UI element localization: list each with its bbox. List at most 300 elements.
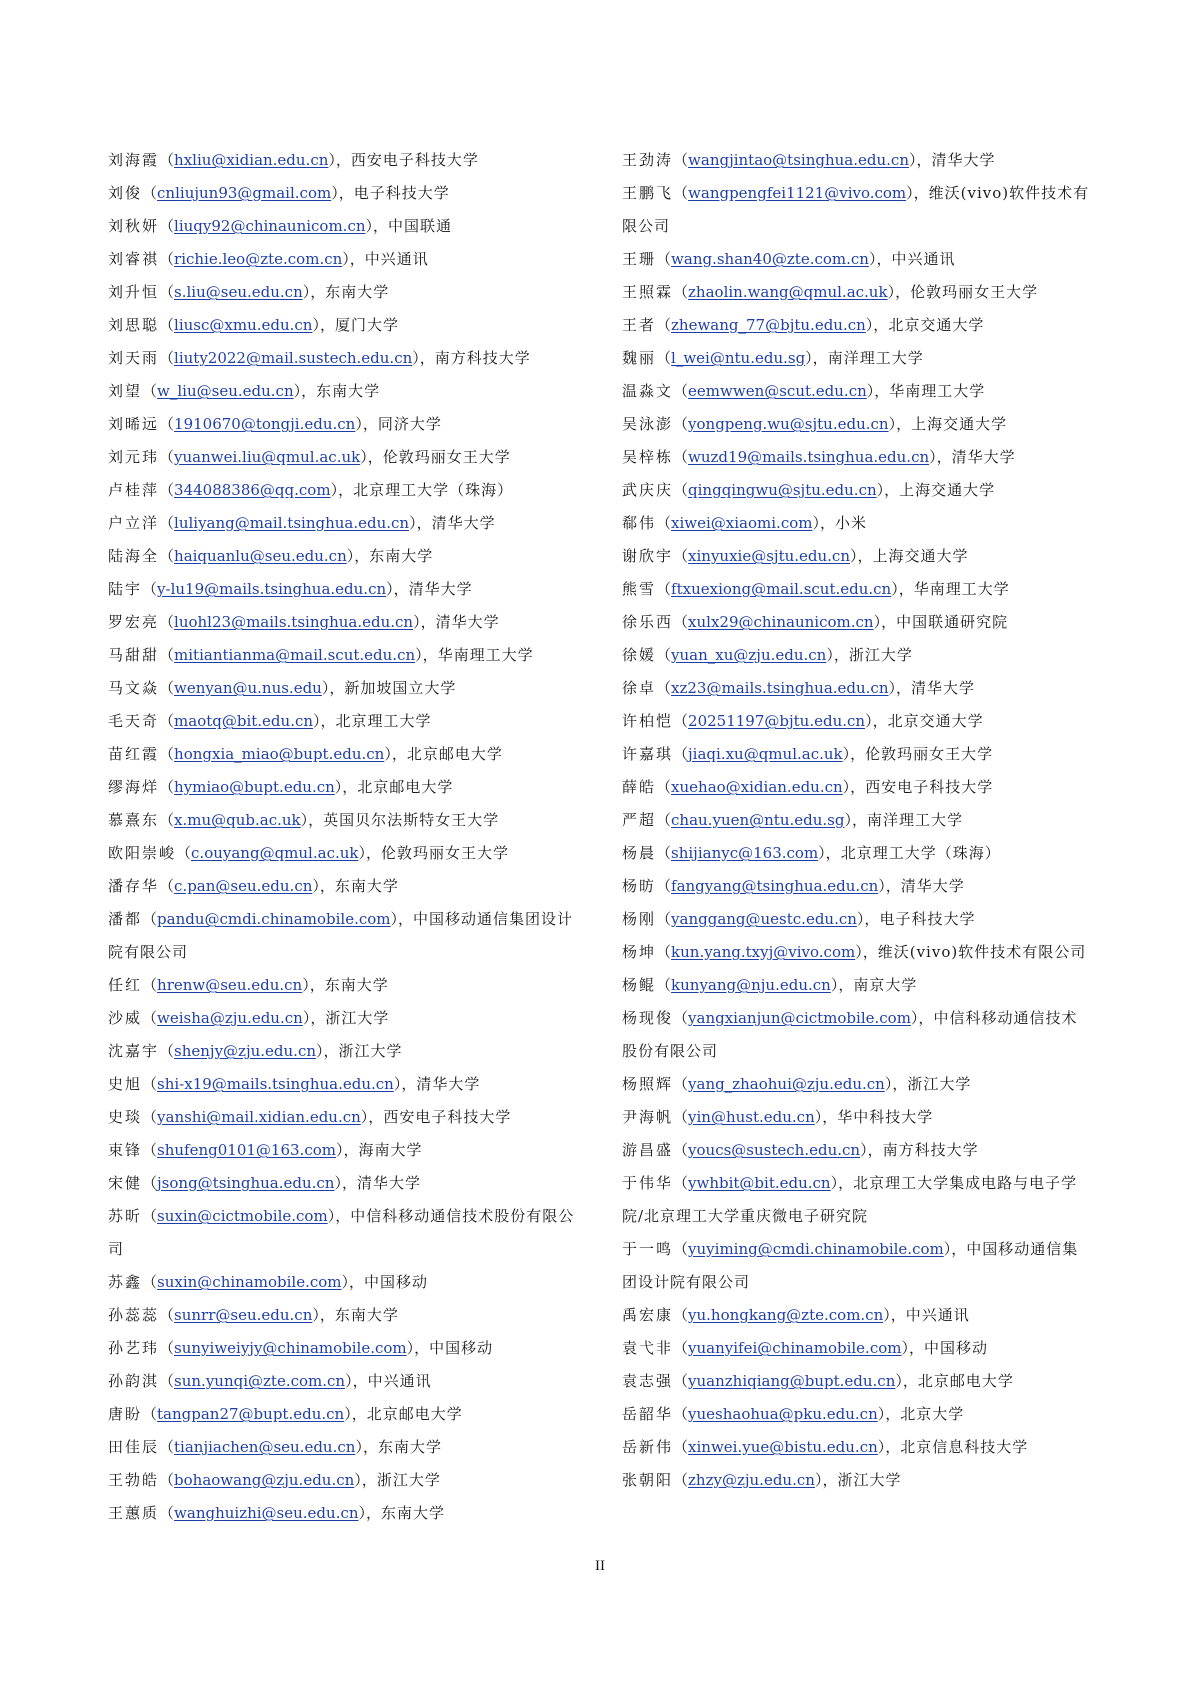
contributor-entry: 王珊（wang.shan40@zte.com.cn），中兴通讯: [622, 250, 956, 268]
contributor-affiliation: 中兴通讯: [905, 1306, 970, 1324]
contributor-entry: 杨鲲（kunyang@nju.edu.cn），南京大学: [622, 976, 918, 994]
contributor-email-link[interactable]: xuehao@xidian.edu.cn: [671, 778, 843, 796]
contributor-entry: 杨昉（fangyang@tsinghua.edu.cn），清华大学: [622, 877, 965, 895]
contributor-name: 袁志强: [622, 1372, 674, 1390]
contributor-entry: 卢桂萍（344088386@qq.com），北京理工大学（珠海）: [108, 481, 514, 499]
contributor-entry: 刘海霞（hxliu@xidian.edu.cn），西安电子科技大学: [108, 151, 479, 169]
contributor-email-link[interactable]: hymiao@bupt.edu.cn: [174, 778, 335, 796]
contributor-email-link[interactable]: wenyan@u.nus.edu: [174, 679, 322, 697]
contributor-entry: 孙艺玮（sunyiweiyjy@chinamobile.com），中国移动: [108, 1339, 494, 1357]
contributor-email-link[interactable]: suxin@chinamobile.com: [157, 1273, 342, 1291]
contributor-entry: 陆宇（y-lu19@mails.tsinghua.edu.cn），清华大学: [108, 580, 473, 598]
contributor-email-link[interactable]: shijianyc@163.com: [671, 844, 819, 862]
contributor-email-link[interactable]: l_wei@ntu.edu.sg: [671, 349, 806, 367]
contributor-entry: 袁弋非（yuanyifei@chinamobile.com），中国移动: [622, 1339, 989, 1357]
contributor-entry: 马甜甜（mitiantianma@mail.scut.edu.cn），华南理工大学: [108, 646, 534, 664]
contributor-name: 杨照辉: [622, 1075, 674, 1093]
contributor-affiliation: 西安电子科技大学: [350, 151, 479, 169]
contributor-name: 任红: [108, 976, 143, 994]
contributor-entry: 谢欣宇（xinyuxie@sjtu.edu.cn），上海交通大学: [622, 547, 969, 565]
contributor-affiliation: 清华大学: [911, 679, 976, 697]
contributor-affiliation: 清华大学: [435, 613, 500, 631]
contributor-entry: 袁志强（yuanzhiqiang@bupt.edu.cn），北京邮电大学: [622, 1372, 1014, 1390]
contributor-affiliation: 华南理工大学: [437, 646, 534, 664]
contributor-email-link[interactable]: tianjiachen@seu.edu.cn: [174, 1438, 356, 1456]
contributor-name: 王珊: [622, 250, 657, 268]
contributor-name: 于伟华: [622, 1174, 674, 1192]
contributor-entry: 许嘉琪（jiaqi.xu@qmul.ac.uk），伦敦玛丽女王大学: [622, 745, 994, 763]
contributor-name: 孙艺玮: [108, 1339, 160, 1357]
contributor-name: 王照霖: [622, 283, 674, 301]
contributor-entry: 唐盼（tangpan27@bupt.edu.cn），北京邮电大学: [108, 1405, 463, 1423]
contributor-entry: 武庆庆（qingqingwu@sjtu.edu.cn），上海交通大学: [622, 481, 996, 499]
contributor-email-link[interactable]: zhzy@zju.edu.cn: [688, 1471, 815, 1489]
contributor-entry: 苏鑫（suxin@chinamobile.com），中国移动: [108, 1273, 429, 1291]
contributor-affiliation: 浙江大学: [376, 1471, 441, 1489]
contributor-affiliation: 厦门大学: [334, 316, 399, 334]
contributor-name: 许嘉琪: [622, 745, 674, 763]
contributor-email-link[interactable]: pandu@cmdi.chinamobile.com: [157, 910, 391, 928]
contributor-name: 许柏恺: [622, 712, 674, 730]
contributor-entry: 王鹏飞（wangpengfei1121@vivo.com），维沃(vivo)软件技术有限公司: [622, 184, 1090, 235]
contributor-affiliation: 南京大学: [853, 976, 918, 994]
contributor-affiliation: 东南大学: [324, 976, 389, 994]
contributor-entry: 岳新伟（xinwei.yue@bistu.edu.cn），北京信息科技大学: [622, 1438, 1029, 1456]
contributor-entry: 束锋（shufeng0101@163.com），海南大学: [108, 1141, 423, 1159]
contributor-entry: 刘元玮（yuanwei.liu@qmul.ac.uk），伦敦玛丽女王大学: [108, 448, 511, 466]
contributor-affiliation: 中信科移动通信技术股份有限公司: [622, 1009, 1078, 1060]
contributor-affiliation: 中兴通讯: [367, 1372, 432, 1390]
contributor-affiliation: 东南大学: [381, 1504, 446, 1522]
contributor-email-link[interactable]: liuqy92@chinaunicom.cn: [174, 217, 366, 235]
contributor-email-link[interactable]: haiquanlu@seu.edu.cn: [174, 547, 347, 565]
contributor-name: 史旭: [108, 1075, 143, 1093]
contributor-affiliation: 维沃(vivo)软件技术有限公司: [877, 943, 1087, 961]
contributor-affiliation: 西安电子科技大学: [383, 1108, 512, 1126]
contributor-name: 魏丽: [622, 349, 657, 367]
contributor-name: 严超: [622, 811, 657, 829]
contributor-affiliation: 小米: [835, 514, 868, 532]
contributor-name: 苗红霞: [108, 745, 160, 763]
contributor-email-link[interactable]: chau.yuen@ntu.edu.sg: [671, 811, 845, 829]
contributor-email-link[interactable]: yuanyifei@chinamobile.com: [688, 1339, 902, 1357]
contributor-entry: 徐乐西（xulx29@chinaunicom.cn），中国联通研究院: [622, 613, 1009, 631]
contributor-name: 刘思聪: [108, 316, 160, 334]
contributor-entry: 马文焱（wenyan@u.nus.edu），新加坡国立大学: [108, 679, 457, 697]
contributor-email-link[interactable]: qingqingwu@sjtu.edu.cn: [688, 481, 877, 499]
contributor-name: 刘升恒: [108, 283, 160, 301]
contributor-email-link[interactable]: sun.yunqi@zte.com.cn: [174, 1372, 346, 1390]
contributor-affiliation: 浙江大学: [848, 646, 913, 664]
contributor-entry: 缪海烊（hymiao@bupt.edu.cn），北京邮电大学: [108, 778, 454, 796]
contributor-affiliation: 中国移动通信集团设计院有限公司: [622, 1240, 1079, 1291]
contributor-entry: 王勃皓（bohaowang@zju.edu.cn），浙江大学: [108, 1471, 441, 1489]
contributor-email-link[interactable]: yu.hongkang@zte.com.cn: [688, 1306, 884, 1324]
contributor-name: 武庆庆: [622, 481, 674, 499]
contributor-email-link[interactable]: wuzd19@mails.tsinghua.edu.cn: [688, 448, 930, 466]
contributor-affiliation: 东南大学: [369, 547, 434, 565]
contributor-email-link[interactable]: wangjintao@tsinghua.edu.cn: [688, 151, 909, 169]
contributor-name: 卢桂萍: [108, 481, 160, 499]
contributor-entry: 杨坤（kun.yang.txyj@vivo.com），维沃(vivo)软件技术有限公司: [622, 943, 1087, 961]
contributor-name: 吴泳澎: [622, 415, 674, 433]
contributor-entry: 尹海帆（yin@hust.edu.cn），华中科技大学: [622, 1108, 934, 1126]
contributor-email-link[interactable]: zhewang_77@bjtu.edu.cn: [671, 316, 866, 334]
contributor-name: 唐盼: [108, 1405, 143, 1423]
contributor-name: 田佳辰: [108, 1438, 160, 1456]
contributor-name: 王鹏飞: [622, 184, 674, 202]
contributor-entry: 史琰（yanshi@mail.xidian.edu.cn），西安电子科技大学: [108, 1108, 512, 1126]
contributor-email-link[interactable]: xinyuxie@sjtu.edu.cn: [688, 547, 850, 565]
contributor-name: 禹宏康: [622, 1306, 674, 1324]
contributor-email-link[interactable]: wang.shan40@zte.com.cn: [671, 250, 869, 268]
contributor-name: 于一鸣: [622, 1240, 674, 1258]
contributor-entry: 刘望（w_liu@seu.edu.cn），东南大学: [108, 382, 381, 400]
contributor-affiliation: 东南大学: [377, 1438, 442, 1456]
contributor-name: 苏昕: [108, 1207, 143, 1225]
contributor-affiliation: 英国贝尔法斯特女王大学: [323, 811, 500, 829]
contributor-name: 岳韶华: [622, 1405, 674, 1423]
contributor-email-link[interactable]: eemwwen@scut.edu.cn: [688, 382, 867, 400]
contributor-affiliation: 上海交通大学: [872, 547, 969, 565]
contributor-affiliation: 清华大学: [900, 877, 965, 895]
contributor-name: 杨昉: [622, 877, 657, 895]
contributor-name: 徐媛: [622, 646, 657, 664]
contributor-name: 罗宏亮: [108, 613, 160, 631]
contributor-name: 谢欣宇: [622, 547, 674, 565]
contributor-affiliation: 北京邮电大学: [366, 1405, 463, 1423]
contributor-affiliation: 北京理工大学集成电路与电子学院/北京理工大学重庆微电子研究院: [622, 1174, 1078, 1225]
contributor-entry: 毛天奇（maotq@bit.edu.cn），北京理工大学: [108, 712, 432, 730]
contributor-entry: 薛皓（xuehao@xidian.edu.cn），西安电子科技大学: [622, 778, 994, 796]
contributor-affiliation: 电子科技大学: [879, 910, 976, 928]
contributor-entry: 王蕙质（wanghuizhi@seu.edu.cn），东南大学: [108, 1504, 446, 1522]
contributor-email-link[interactable]: richie.leo@zte.com.cn: [174, 250, 343, 268]
contributor-email-link[interactable]: yuan_xu@zju.edu.cn: [671, 646, 827, 664]
contributor-entry: 杨晨（shijianyc@163.com），北京理工大学（珠海）: [622, 844, 1001, 862]
contributor-email-link[interactable]: hxliu@xidian.edu.cn: [174, 151, 329, 169]
contributor-entry: 于伟华（ywhbit@bit.edu.cn），北京理工大学集成电路与电子学院/北京理工大学重庆微电子研究院: [622, 1174, 1078, 1225]
contributor-email-link[interactable]: liuty2022@mail.sustech.edu.cn: [174, 349, 413, 367]
contributor-affiliation: 海南大学: [358, 1141, 423, 1159]
contributor-email-link[interactable]: yang_zhaohui@zju.edu.cn: [688, 1075, 885, 1093]
contributor-entry: 田佳辰（tianjiachen@seu.edu.cn），东南大学: [108, 1438, 442, 1456]
contributor-name: 张朝阳: [622, 1471, 674, 1489]
contributor-name: 游昌盛: [622, 1141, 674, 1159]
contributor-email-link[interactable]: zhaolin.wang@qmul.ac.uk: [688, 283, 888, 301]
contributor-entry: 苏昕（suxin@cictmobile.com），中信科移动通信技术股份有限公司: [108, 1207, 575, 1258]
contributor-affiliation: 伦敦玛丽女王大学: [865, 745, 994, 763]
contributor-email-link[interactable]: x.mu@qub.ac.uk: [174, 811, 301, 829]
contributor-entry: 刘晞远（1910670@tongji.edu.cn），同济大学: [108, 415, 442, 433]
contributor-email-link[interactable]: shufeng0101@163.com: [157, 1141, 336, 1159]
contributor-email-link[interactable]: hongxia_miao@bupt.edu.cn: [174, 745, 385, 763]
contributor-email-link[interactable]: xz23@mails.tsinghua.edu.cn: [671, 679, 889, 697]
contributor-affiliation: 中兴通讯: [891, 250, 956, 268]
contributor-name: 欧阳崇峻: [108, 844, 177, 862]
contributor-affiliation: 电子科技大学: [353, 184, 450, 202]
contributor-email-link[interactable]: jiaqi.xu@qmul.ac.uk: [688, 745, 843, 763]
contributor-email-link[interactable]: weisha@zju.edu.cn: [157, 1009, 303, 1027]
contributor-name: 刘望: [108, 382, 143, 400]
contributor-affiliation: 北京理工大学（珠海）: [353, 481, 514, 499]
contributor-affiliation: 浙江大学: [907, 1075, 972, 1093]
contributor-entry: 徐媛（yuan_xu@zju.edu.cn），浙江大学: [622, 646, 913, 664]
contributor-affiliation: 清华大学: [931, 151, 996, 169]
contributor-email-link[interactable]: yin@hust.edu.cn: [688, 1108, 815, 1126]
contributor-affiliation: 中国联通: [388, 217, 453, 235]
contributor-name: 宋健: [108, 1174, 143, 1192]
contributor-entry: 刘天雨（liuty2022@mail.sustech.edu.cn），南方科技大学: [108, 349, 531, 367]
contributor-affiliation: 伦敦玛丽女王大学: [382, 448, 511, 466]
contributor-affiliation: 清华大学: [431, 514, 496, 532]
contributor-entry: 王照霖（zhaolin.wang@qmul.ac.uk），伦敦玛丽女王大学: [622, 283, 1039, 301]
contributor-email-link[interactable]: sunyiweiyjy@chinamobile.com: [174, 1339, 407, 1357]
contributor-entry: 沈嘉宇（shenjy@zju.edu.cn），浙江大学: [108, 1042, 403, 1060]
contributor-name: 杨坤: [622, 943, 657, 961]
contributor-email-link[interactable]: hrenw@seu.edu.cn: [157, 976, 303, 994]
contributor-affiliation: 南洋理工大学: [827, 349, 924, 367]
contributor-affiliation: 北京邮电大学: [406, 745, 503, 763]
contributor-entry: 刘思聪（liusc@xmu.edu.cn），厦门大学: [108, 316, 399, 334]
contributor-name: 刘睿祺: [108, 250, 160, 268]
contributor-entry: 史旭（shi-x19@mails.tsinghua.edu.cn），清华大学: [108, 1075, 481, 1093]
contributor-name: 徐乐西: [622, 613, 674, 631]
contributor-entry: 孙蕊蕊（sunrr@seu.edu.cn），东南大学: [108, 1306, 399, 1324]
contributor-entry: 魏丽（l_wei@ntu.edu.sg），南洋理工大学: [622, 349, 924, 367]
contributor-affiliation: 中国联通研究院: [896, 613, 1009, 631]
contributor-affiliation: 浙江大学: [837, 1471, 902, 1489]
contributor-name: 杨鲲: [622, 976, 657, 994]
contributor-email-link[interactable]: ywhbit@bit.edu.cn: [688, 1174, 831, 1192]
contributor-name: 徐卓: [622, 679, 657, 697]
contributor-entry: 户立洋（luliyang@mail.tsinghua.edu.cn），清华大学: [108, 514, 496, 532]
contributor-name: 孙韵淇: [108, 1372, 160, 1390]
contributor-email-link[interactable]: wanghuizhi@seu.edu.cn: [174, 1504, 359, 1522]
contributor-affiliation: 北京理工大学: [335, 712, 432, 730]
contributor-affiliation: 中国移动: [364, 1273, 429, 1291]
contributor-name: 慕熹东: [108, 811, 160, 829]
contributor-email-link[interactable]: kun.yang.txyj@vivo.com: [671, 943, 856, 961]
contributor-affiliation: 清华大学: [951, 448, 1016, 466]
contributor-list-right: [622, 144, 1092, 1497]
contributor-affiliation: 上海交通大学: [911, 415, 1008, 433]
contributor-affiliation: 东南大学: [316, 382, 381, 400]
contributor-entry: 杨现俊（yangxianjun@cictmobile.com），中信科移动通信技术股份有限公司: [622, 1009, 1078, 1060]
contributor-name: 潘都: [108, 910, 143, 928]
contributor-entry: 杨照辉（yang_zhaohui@zju.edu.cn），浙江大学: [622, 1075, 972, 1093]
contributor-entry: 苗红霞（hongxia_miao@bupt.edu.cn），北京邮电大学: [108, 745, 503, 763]
contributor-entry: 熊雪（ftxuexiong@mail.scut.edu.cn），华南理工大学: [622, 580, 1010, 598]
contributor-affiliation: 上海交通大学: [899, 481, 996, 499]
contributor-name: 孙蕊蕊: [108, 1306, 160, 1324]
contributor-entry: 宋健（jsong@tsinghua.edu.cn），清华大学: [108, 1174, 421, 1192]
contributor-name: 王勃皓: [108, 1471, 160, 1489]
contributor-email-link[interactable]: tangpan27@bupt.edu.cn: [157, 1405, 345, 1423]
contributor-name: 刘秋妍: [108, 217, 160, 235]
contributor-affiliation: 东南大学: [334, 1306, 399, 1324]
contributor-name: 马文焱: [108, 679, 160, 697]
contributor-email-link[interactable]: xulx29@chinaunicom.cn: [688, 613, 874, 631]
contributor-email-link[interactable]: shi-x19@mails.tsinghua.edu.cn: [157, 1075, 394, 1093]
contributor-affiliation: 华南理工大学: [889, 382, 986, 400]
contributor-name: 温淼文: [622, 382, 674, 400]
contributor-email-link[interactable]: fangyang@tsinghua.edu.cn: [671, 877, 879, 895]
contributor-name: 束锋: [108, 1141, 143, 1159]
contributor-affiliation: 东南大学: [334, 877, 399, 895]
contributor-email-link[interactable]: yongpeng.wu@sjtu.edu.cn: [688, 415, 889, 433]
contributor-name: 王者: [622, 316, 657, 334]
contributor-entry: 禹宏康（yu.hongkang@zte.com.cn），中兴通讯: [622, 1306, 970, 1324]
contributor-entry: 郗伟（xiwei@xiaomi.com），小米: [622, 514, 868, 532]
contributor-entry: 严超（chau.yuen@ntu.edu.sg），南洋理工大学: [622, 811, 963, 829]
contributor-entry: 温淼文（eemwwen@scut.edu.cn），华南理工大学: [622, 382, 986, 400]
contributor-name: 吴梓栋: [622, 448, 674, 466]
contributor-entry: 刘俊（cnliujun93@gmail.com），电子科技大学: [108, 184, 450, 202]
contributor-affiliation: 中兴通讯: [364, 250, 429, 268]
contributor-email-link[interactable]: yuyiming@cmdi.chinamobile.com: [688, 1240, 944, 1258]
contributor-entry: 于一鸣（yuyiming@cmdi.chinamobile.com），中国移动通信集团设计院有限公司: [622, 1240, 1079, 1291]
contributor-name: 杨现俊: [622, 1009, 674, 1027]
contributor-email-link[interactable]: shenjy@zju.edu.cn: [174, 1042, 317, 1060]
contributor-entry: 孙韵淇（sun.yunqi@zte.com.cn），中兴通讯: [108, 1372, 432, 1390]
contributor-email-link[interactable]: yangxianjun@cictmobile.com: [688, 1009, 911, 1027]
contributor-affiliation: 伦敦玛丽女王大学: [381, 844, 510, 862]
contributor-name: 苏鑫: [108, 1273, 143, 1291]
contributor-affiliation: 中国移动: [924, 1339, 989, 1357]
contributor-affiliation: 北京理工大学（珠海）: [840, 844, 1001, 862]
contributor-name: 潘存华: [108, 877, 160, 895]
contributor-affiliation: 西安电子科技大学: [865, 778, 994, 796]
contributor-affiliation: 北京交通大学: [887, 712, 984, 730]
contributor-email-link[interactable]: sunrr@seu.edu.cn: [174, 1306, 313, 1324]
contributor-email-link[interactable]: c.pan@seu.edu.cn: [174, 877, 313, 895]
contributor-list-left: [108, 144, 578, 1530]
contributor-email-link[interactable]: yueshaohua@pku.edu.cn: [688, 1405, 878, 1423]
contributor-affiliation: 清华大学: [408, 580, 473, 598]
contributor-entry: 张朝阳（zhzy@zju.edu.cn），浙江大学: [622, 1471, 902, 1489]
contributor-entry: 欧阳崇峻（c.ouyang@qmul.ac.uk），伦敦玛丽女王大学: [108, 844, 510, 862]
contributor-affiliation: 南方科技大学: [882, 1141, 979, 1159]
contributor-email-link[interactable]: cnliujun93@gmail.com: [157, 184, 332, 202]
contributor-entry: 任红（hrenw@seu.edu.cn），东南大学: [108, 976, 389, 994]
contributor-email-link[interactable]: bohaowang@zju.edu.cn: [174, 1471, 355, 1489]
contributor-affiliation: 华中科技大学: [837, 1108, 934, 1126]
contributor-email-link[interactable]: luohl23@mails.tsinghua.edu.cn: [174, 613, 414, 631]
page-number: II: [595, 1558, 605, 1574]
contributor-name: 沈嘉宇: [108, 1042, 160, 1060]
contributor-affiliation: 浙江大学: [325, 1009, 390, 1027]
contributor-entry: 潘都（pandu@cmdi.chinamobile.com），中国移动通信集团设计院有限公司: [108, 910, 574, 961]
contributor-affiliation: 北京信息科技大学: [900, 1438, 1029, 1456]
contributor-email-link[interactable]: 344088386@qq.com: [174, 481, 331, 499]
contributor-email-link[interactable]: mitiantianma@mail.scut.edu.cn: [174, 646, 416, 664]
contributor-email-link[interactable]: yuanwei.liu@qmul.ac.uk: [174, 448, 361, 466]
contributor-affiliation: 新加坡国立大学: [344, 679, 457, 697]
contributor-name: 薛皓: [622, 778, 657, 796]
contributor-affiliation: 北京邮电大学: [357, 778, 454, 796]
contributor-name: 刘俊: [108, 184, 143, 202]
contributor-entry: 沙威（weisha@zju.edu.cn），浙江大学: [108, 1009, 390, 1027]
contributor-affiliation: 清华大学: [416, 1075, 481, 1093]
contributor-email-link[interactable]: ftxuexiong@mail.scut.edu.cn: [671, 580, 892, 598]
contributor-email-link[interactable]: 1910670@tongji.edu.cn: [174, 415, 356, 433]
contributor-affiliation: 中信科移动通信技术股份有限公司: [108, 1207, 575, 1258]
contributor-name: 缪海烊: [108, 778, 160, 796]
contributor-email-link[interactable]: youcs@sustech.edu.cn: [688, 1141, 861, 1159]
contributor-email-link[interactable]: yanshi@mail.xidian.edu.cn: [157, 1108, 361, 1126]
contributor-name: 尹海帆: [622, 1108, 674, 1126]
contributor-name: 沙威: [108, 1009, 143, 1027]
contributor-affiliation: 中国移动通信集团设计院有限公司: [108, 910, 574, 961]
contributor-entry: 潘存华（c.pan@seu.edu.cn），东南大学: [108, 877, 399, 895]
contributor-email-link[interactable]: kunyang@nju.edu.cn: [671, 976, 831, 994]
contributor-name: 刘天雨: [108, 349, 160, 367]
contributor-email-link[interactable]: suxin@cictmobile.com: [157, 1207, 328, 1225]
contributor-email-link[interactable]: y-lu19@mails.tsinghua.edu.cn: [157, 580, 387, 598]
contributor-affiliation: 北京大学: [900, 1405, 965, 1423]
contributor-name: 杨晨: [622, 844, 657, 862]
contributor-name: 袁弋非: [622, 1339, 674, 1357]
contributor-email-link[interactable]: yuanzhiqiang@bupt.edu.cn: [688, 1372, 896, 1390]
contributor-affiliation: 维沃(vivo)软件技术有限公司: [622, 184, 1090, 235]
contributor-name: 陆海全: [108, 547, 160, 565]
contributor-email-link[interactable]: wangpengfei1121@vivo.com: [688, 184, 907, 202]
contributor-email-link[interactable]: 20251197@bjtu.edu.cn: [688, 712, 866, 730]
contributor-email-link[interactable]: s.liu@seu.edu.cn: [174, 283, 303, 301]
contributor-entry: 许柏恺（20251197@bjtu.edu.cn），北京交通大学: [622, 712, 984, 730]
contributor-name: 刘海霞: [108, 151, 160, 169]
contributor-entry: 刘睿祺（richie.leo@zte.com.cn），中兴通讯: [108, 250, 429, 268]
contributor-entry: 刘秋妍（liuqy92@chinaunicom.cn），中国联通: [108, 217, 453, 235]
contributor-entry: 杨刚（yanggang@uestc.edu.cn），电子科技大学: [622, 910, 976, 928]
contributor-entry: 吴梓栋（wuzd19@mails.tsinghua.edu.cn），清华大学: [622, 448, 1016, 466]
contributor-email-link[interactable]: w_liu@seu.edu.cn: [157, 382, 294, 400]
contributor-email-link[interactable]: jsong@tsinghua.edu.cn: [157, 1174, 335, 1192]
contributor-entry: 王者（zhewang_77@bjtu.edu.cn），北京交通大学: [622, 316, 985, 334]
contributor-name: 岳新伟: [622, 1438, 674, 1456]
contributor-affiliation: 中国移动: [429, 1339, 494, 1357]
contributor-email-link[interactable]: xiwei@xiaomi.com: [671, 514, 813, 532]
contributor-email-link[interactable]: c.ouyang@qmul.ac.uk: [191, 844, 359, 862]
contributor-email-link[interactable]: liusc@xmu.edu.cn: [174, 316, 313, 334]
contributor-name: 熊雪: [622, 580, 657, 598]
contributor-entry: 徐卓（xz23@mails.tsinghua.edu.cn），清华大学: [622, 679, 976, 697]
contributor-name: 刘元玮: [108, 448, 160, 466]
contributor-email-link[interactable]: luliyang@mail.tsinghua.edu.cn: [174, 514, 410, 532]
contributor-affiliation: 南洋理工大学: [866, 811, 963, 829]
contributor-name: 杨刚: [622, 910, 657, 928]
contributor-entry: 慕熹东（x.mu@qub.ac.uk），英国贝尔法斯特女王大学: [108, 811, 500, 829]
contributor-name: 陆宇: [108, 580, 143, 598]
contributor-email-link[interactable]: yanggang@uestc.edu.cn: [671, 910, 857, 928]
contributor-name: 马甜甜: [108, 646, 160, 664]
contributor-affiliation: 华南理工大学: [913, 580, 1010, 598]
contributor-name: 王劲涛: [622, 151, 674, 169]
contributor-affiliation: 浙江大学: [338, 1042, 403, 1060]
contributor-affiliation: 同济大学: [377, 415, 442, 433]
contributor-email-link[interactable]: xinwei.yue@bistu.edu.cn: [688, 1438, 878, 1456]
contributor-affiliation: 伦敦玛丽女王大学: [910, 283, 1039, 301]
contributor-entry: 罗宏亮（luohl23@mails.tsinghua.edu.cn），清华大学: [108, 613, 500, 631]
contributor-entry: 岳韶华（yueshaohua@pku.edu.cn），北京大学: [622, 1405, 965, 1423]
contributor-name: 郗伟: [622, 514, 657, 532]
contributor-name: 毛天奇: [108, 712, 160, 730]
contributor-entry: 王劲涛（wangjintao@tsinghua.edu.cn），清华大学: [622, 151, 996, 169]
contributor-email-link[interactable]: maotq@bit.edu.cn: [174, 712, 314, 730]
contributor-affiliation: 北京交通大学: [888, 316, 985, 334]
contributor-entry: 游昌盛（youcs@sustech.edu.cn），南方科技大学: [622, 1141, 979, 1159]
